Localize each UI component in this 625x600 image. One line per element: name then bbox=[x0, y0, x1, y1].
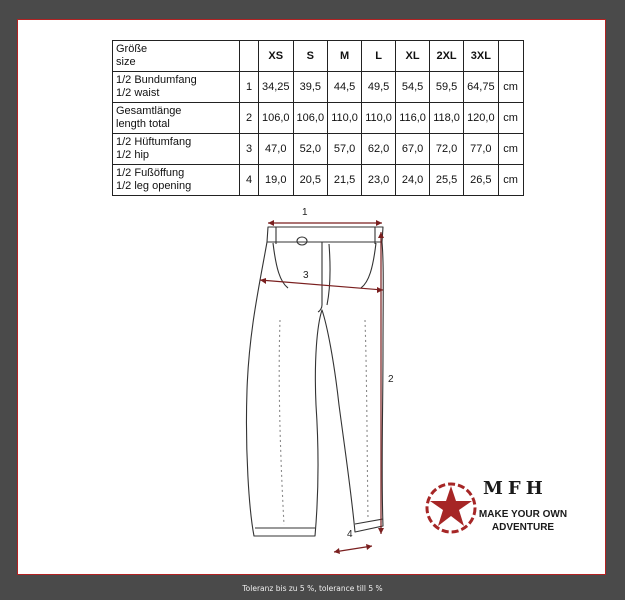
trouser-outline bbox=[246, 227, 383, 536]
row-label-en: 1/2 waist bbox=[116, 87, 160, 99]
value-cell: 116,0 bbox=[396, 103, 430, 134]
row-label-de: 1/2 Hüftumfang bbox=[116, 136, 192, 148]
value-cell: 39,5 bbox=[293, 72, 328, 103]
size-header: S bbox=[293, 41, 328, 72]
row-label-de: 1/2 Bundumfang bbox=[116, 74, 197, 86]
value-cell: 44,5 bbox=[328, 72, 362, 103]
size-chart-sheet bbox=[17, 19, 606, 575]
value-cell: 20,5 bbox=[293, 165, 328, 196]
row-number: 2 bbox=[240, 103, 259, 134]
row-number: 3 bbox=[240, 134, 259, 165]
unit-cell: cm bbox=[498, 72, 523, 103]
value-cell: 47,0 bbox=[259, 134, 294, 165]
leg-opening-label: 4 bbox=[347, 529, 353, 540]
arrow-head bbox=[268, 220, 274, 226]
logo-brand-text: MFH bbox=[483, 478, 548, 499]
value-cell: 54,5 bbox=[396, 72, 430, 103]
value-cell: 34,25 bbox=[259, 72, 294, 103]
value-cell: 64,75 bbox=[464, 72, 499, 103]
leg-dimension-line bbox=[334, 546, 372, 552]
row-label-en: 1/2 hip bbox=[116, 149, 150, 161]
size-header: 3XL bbox=[464, 41, 499, 72]
value-cell: 21,5 bbox=[328, 165, 362, 196]
mfh-logo bbox=[423, 478, 573, 548]
value-cell: 72,0 bbox=[430, 134, 464, 165]
unit-cell: cm bbox=[498, 165, 523, 196]
value-cell: 23,0 bbox=[362, 165, 396, 196]
size-header: XL bbox=[396, 41, 430, 72]
row-label-en: length total bbox=[116, 118, 170, 130]
value-cell: 59,5 bbox=[430, 72, 464, 103]
arrow-head bbox=[378, 528, 384, 534]
value-cell: 24,0 bbox=[396, 165, 430, 196]
value-cell: 26,5 bbox=[464, 165, 499, 196]
size-header: XS bbox=[259, 41, 294, 72]
slogan-line-1: MAKE YOUR OWN bbox=[478, 509, 568, 520]
arrow-head bbox=[376, 220, 382, 226]
value-cell: 49,5 bbox=[362, 72, 396, 103]
logo-slogan bbox=[475, 508, 571, 534]
value-cell: 25,5 bbox=[430, 165, 464, 196]
arrow-head bbox=[334, 548, 340, 554]
header-label-de: Größe bbox=[116, 43, 148, 55]
red-star-icon bbox=[423, 480, 479, 536]
length-label: 2 bbox=[388, 374, 394, 385]
value-cell: 67,0 bbox=[396, 134, 430, 165]
value-cell: 62,0 bbox=[362, 134, 396, 165]
arrow-head bbox=[377, 287, 383, 293]
hip-label: 3 bbox=[303, 270, 309, 281]
unit-cell: cm bbox=[498, 134, 523, 165]
value-cell: 120,0 bbox=[464, 103, 499, 134]
header-label-en: size bbox=[116, 56, 136, 68]
value-cell: 110,0 bbox=[362, 103, 396, 134]
value-cell: 118,0 bbox=[430, 103, 464, 134]
value-cell: 52,0 bbox=[293, 134, 328, 165]
row-number: 1 bbox=[240, 72, 259, 103]
size-header: 2XL bbox=[430, 41, 464, 72]
waist-label: 1 bbox=[302, 207, 308, 218]
arrow-head bbox=[366, 544, 372, 550]
unit-cell: cm bbox=[498, 103, 523, 134]
size-header: L bbox=[362, 41, 396, 72]
value-cell: 106,0 bbox=[259, 103, 294, 134]
value-cell: 19,0 bbox=[259, 165, 294, 196]
arrow-head bbox=[260, 278, 266, 284]
row-label-de: Gesamtlänge bbox=[116, 105, 182, 117]
value-cell: 106,0 bbox=[293, 103, 328, 134]
size-header: M bbox=[328, 41, 362, 72]
row-label-de: 1/2 Fußöffung bbox=[116, 167, 185, 179]
value-cell: 57,0 bbox=[328, 134, 362, 165]
slogan-line-2: ADVENTURE bbox=[491, 522, 555, 533]
value-cell: 110,0 bbox=[328, 103, 362, 134]
row-label-en: 1/2 leg opening bbox=[116, 180, 192, 192]
row-number: 4 bbox=[240, 165, 259, 196]
value-cell: 77,0 bbox=[464, 134, 499, 165]
tolerance-note: Toleranz bis zu 5 %, tolerance till 5 % bbox=[242, 584, 383, 593]
